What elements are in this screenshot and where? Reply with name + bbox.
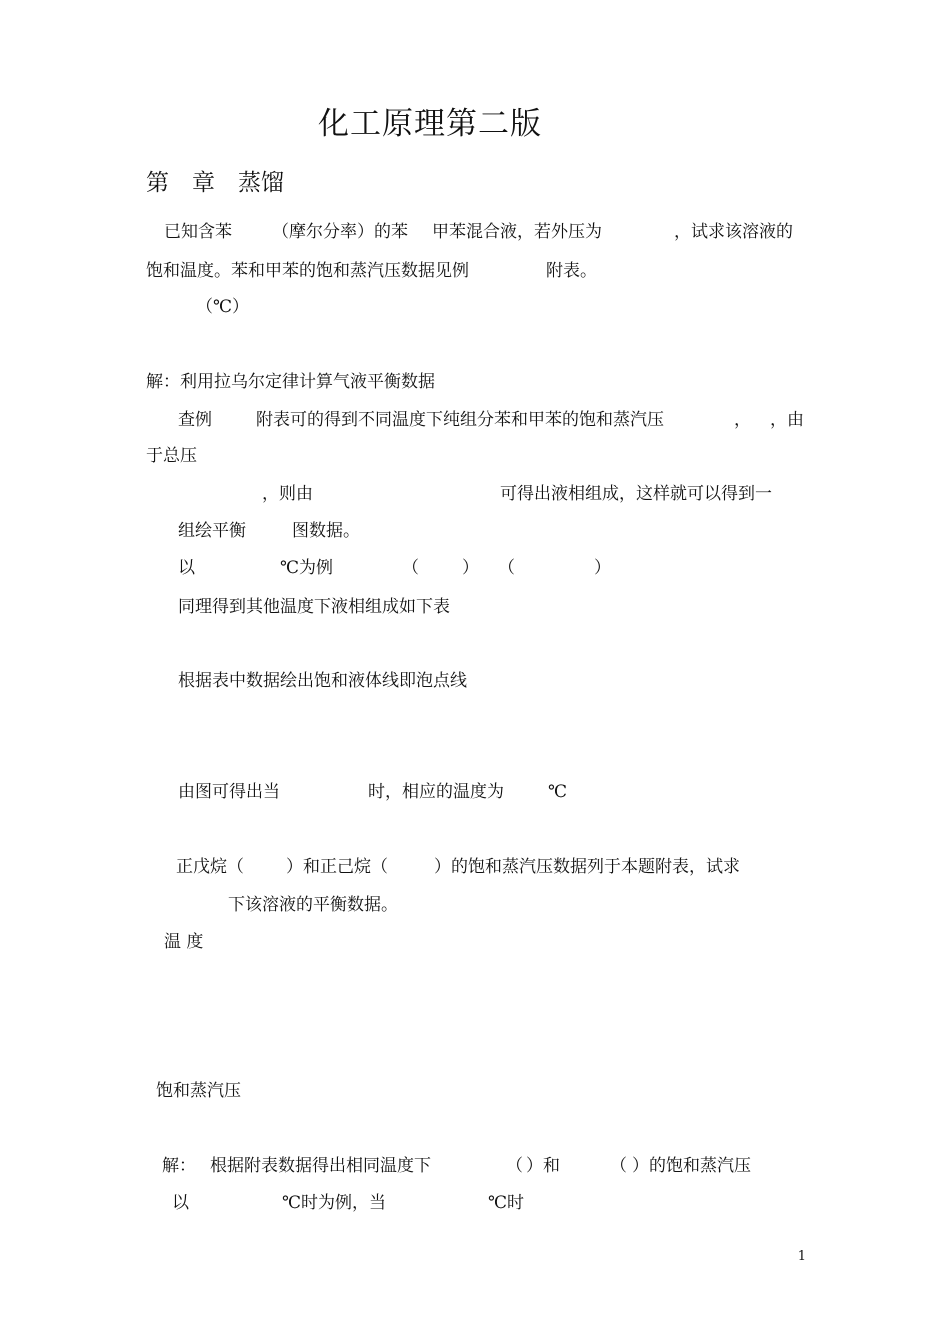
- solution1-text: 根据表中数据绘出饱和液体线即泡点线: [178, 671, 467, 691]
- problem1-text-5: 饱和温度。苯和甲苯的饱和蒸汽压数据见例: [146, 261, 469, 281]
- solution2-text: （: [506, 1156, 523, 1176]
- problem1-text-3: 甲苯混合液，若外压为: [432, 222, 602, 242]
- solution2-text: （: [610, 1156, 627, 1176]
- solution1-text: ，: [734, 410, 751, 430]
- solution1-text: 由图可得出当: [178, 782, 280, 802]
- solution1-text: （: [402, 558, 419, 578]
- solution1-text: ，则由: [262, 484, 313, 504]
- solution1-text: ，由: [770, 410, 804, 430]
- solution1-text: ）: [462, 558, 479, 578]
- solution1-text: 附表可的得到不同温度下纯组分苯和甲苯的饱和蒸汽压: [256, 410, 664, 430]
- document-title: 化工原理第二版: [318, 106, 542, 142]
- problem1-unit: （℃）: [196, 297, 250, 317]
- problem2-text: 下该溶液的平衡数据。: [228, 895, 398, 915]
- problem1-text-4: ，试求该溶液的: [674, 222, 793, 242]
- table-row-label: 温 度: [164, 932, 204, 952]
- solution2-text: ）的饱和蒸汽压: [632, 1156, 751, 1176]
- solution2-text: 以: [172, 1193, 189, 1213]
- solution1-text: ）: [594, 558, 611, 578]
- solution1-text: 组绘平衡: [178, 521, 246, 541]
- solution1-text: 时，相应的温度为: [368, 782, 504, 802]
- problem1-text-2: （摩尔分率）的苯: [272, 222, 408, 242]
- page-number: 1: [797, 1249, 806, 1264]
- solution1-text: ℃为例: [280, 558, 334, 578]
- solution1-text: （: [498, 558, 515, 578]
- solution2-text: ℃时为例，当: [282, 1193, 387, 1213]
- table-row-label: 饱和蒸汽压: [156, 1081, 241, 1101]
- problem2-text: 正戊烷（: [176, 857, 244, 877]
- chapter-heading: 第 章 蒸馏: [146, 170, 284, 196]
- problem1-text-1: 已知含苯: [164, 222, 232, 242]
- solution1-text: 可得出液相组成，这样就可以得到一: [500, 484, 772, 504]
- solution2-text: 解：: [162, 1156, 196, 1176]
- solution1-text: 同理得到其他温度下液相组成如下表: [178, 597, 450, 617]
- solution1-heading: 解：利用拉乌尔定律计算气液平衡数据: [146, 372, 435, 392]
- solution1-text: 查例: [178, 410, 212, 430]
- solution1-text: 于总压: [146, 446, 197, 466]
- problem1-text-6: 附表。: [546, 261, 597, 281]
- solution1-text: 图数据。: [292, 521, 360, 541]
- problem2-text: ）和正己烷（: [286, 857, 388, 877]
- problem2-text: ）的饱和蒸汽压数据列于本题附表，试求: [434, 857, 740, 877]
- solution2-text: ℃时: [488, 1193, 525, 1213]
- solution2-text: 根据附表数据得出相同温度下: [210, 1156, 431, 1176]
- solution1-text: 以: [178, 558, 195, 578]
- solution2-text: ）和: [526, 1156, 560, 1176]
- solution1-text: ℃: [548, 782, 568, 802]
